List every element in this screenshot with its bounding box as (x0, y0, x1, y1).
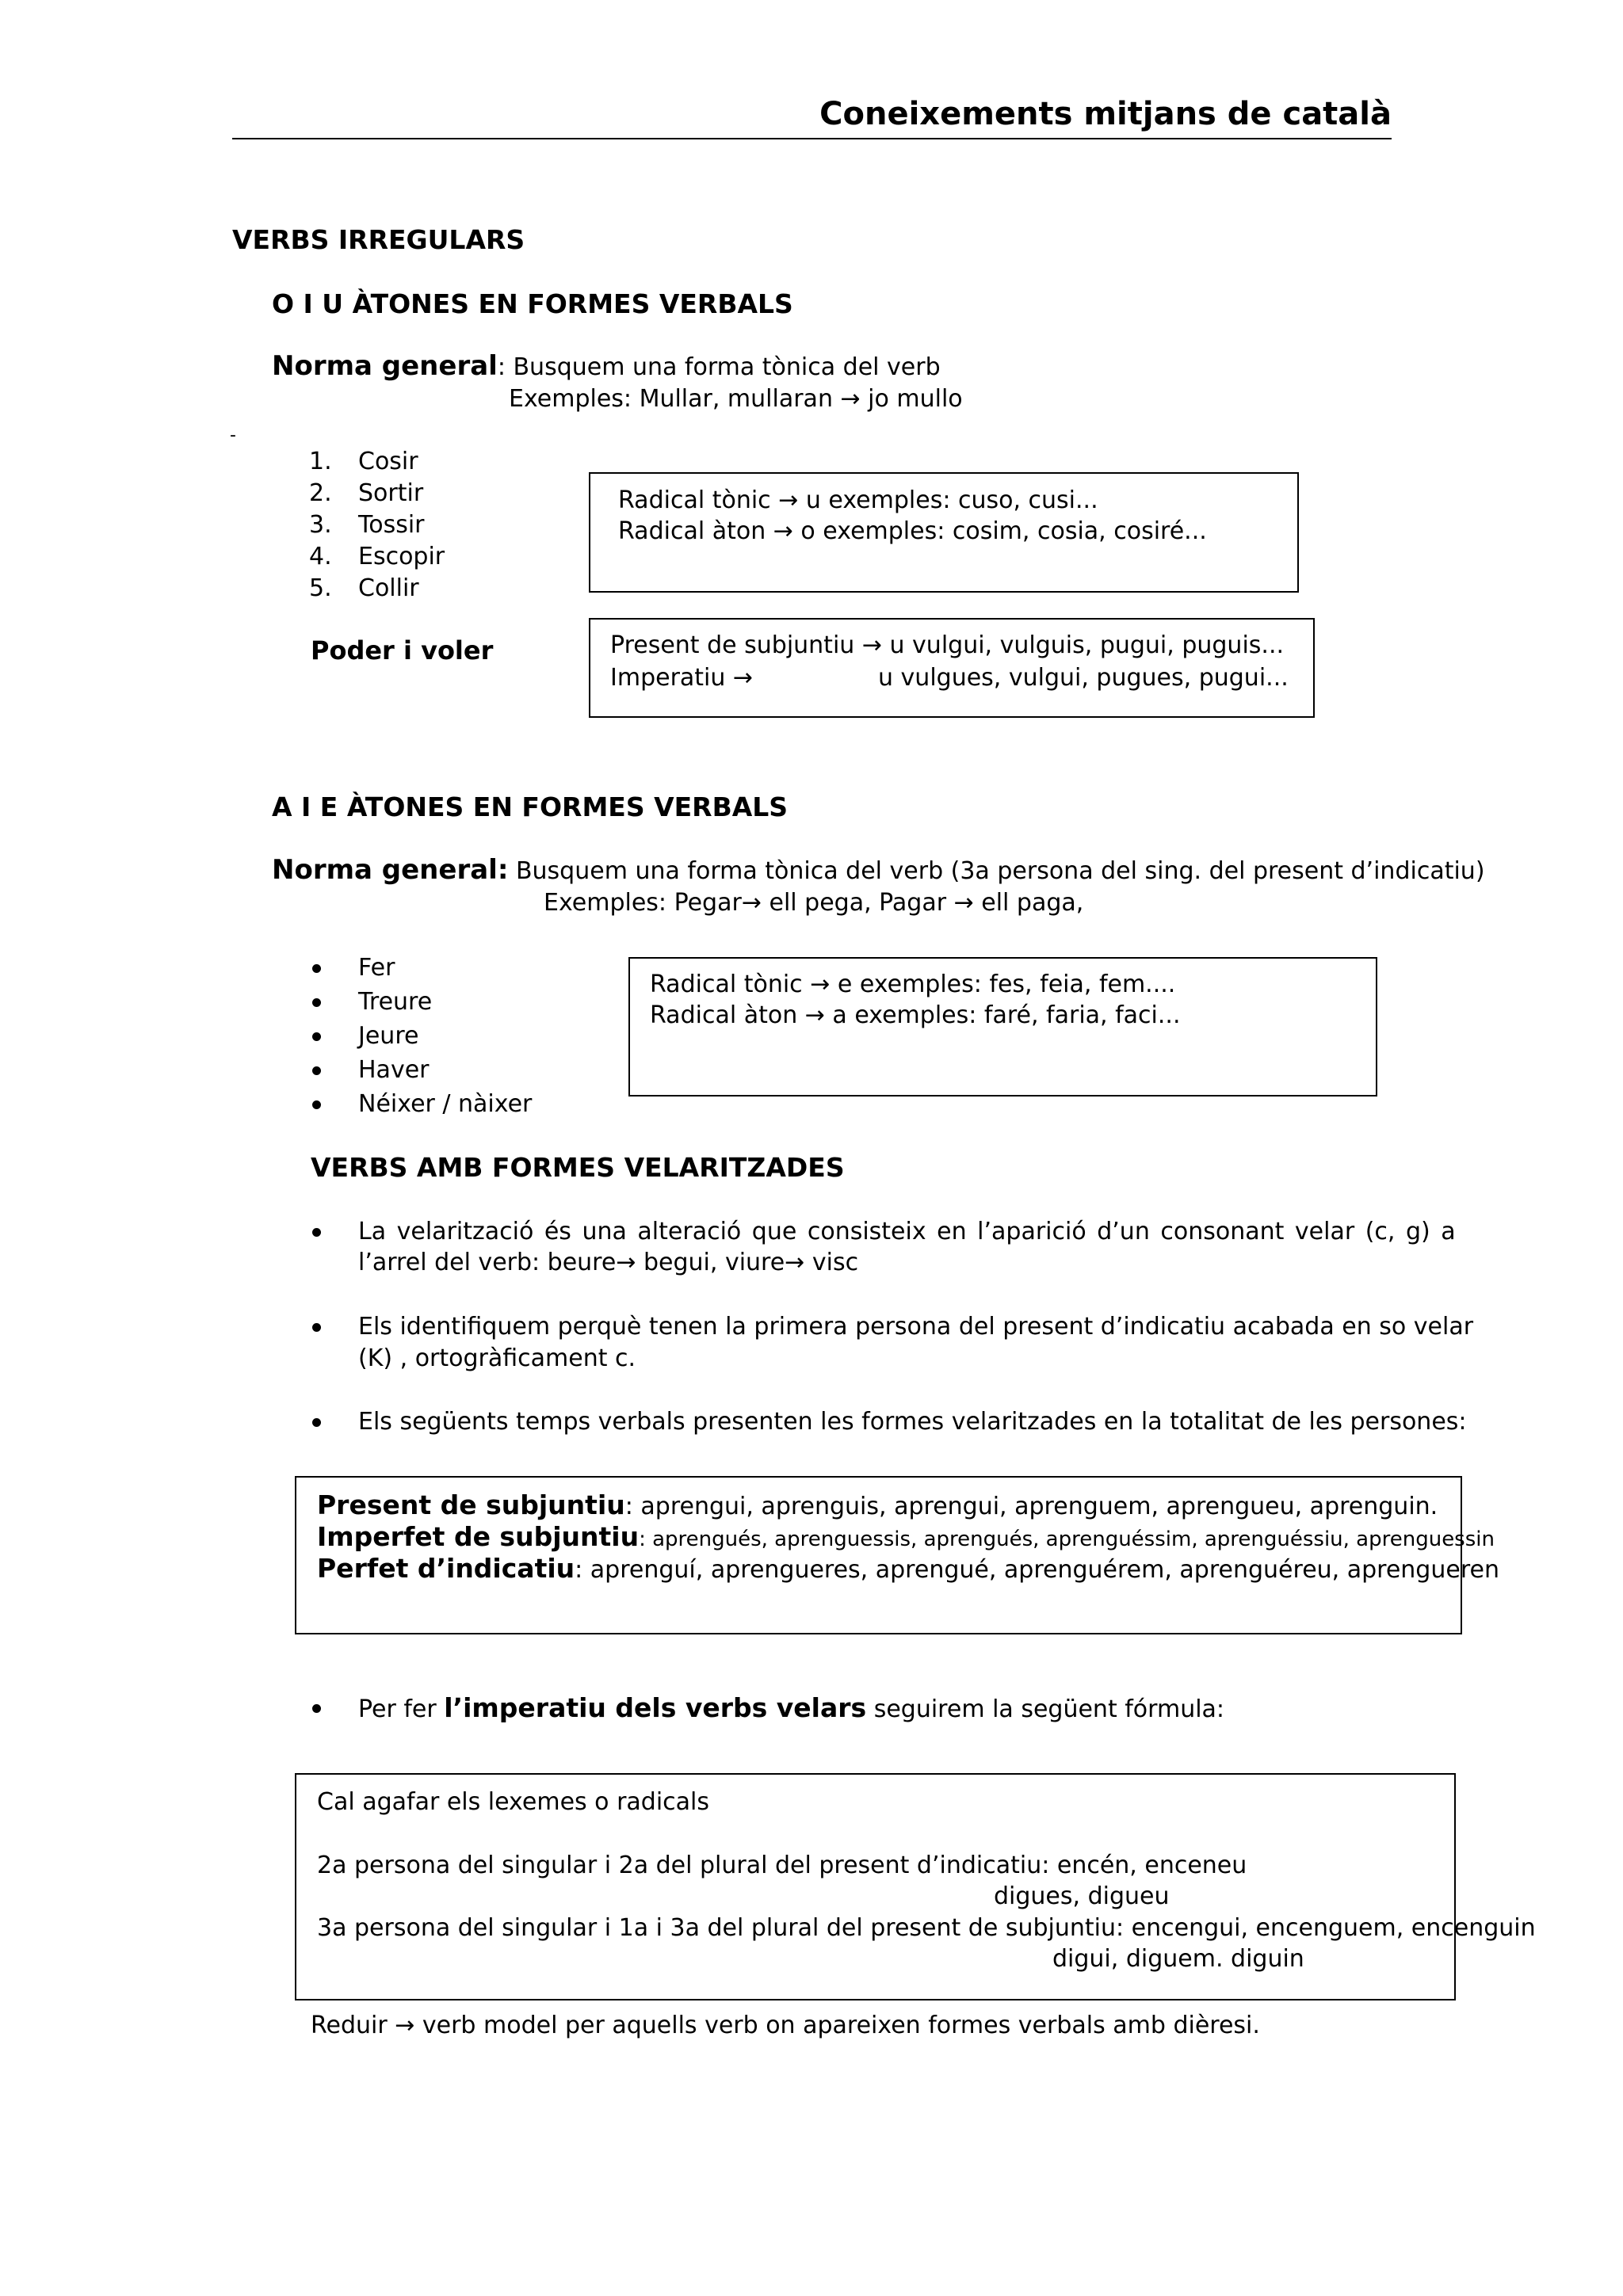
imperatiu-paragraph (358, 1692, 1224, 1726)
formula-line-2: 2a persona del singular i 2a del plural del present d’indicatiu: encén, enceneu (317, 1852, 1247, 1879)
section-title: VERBS IRREGULARS (232, 224, 525, 255)
list-item: Fer (358, 954, 395, 982)
bullet-icon (312, 998, 321, 1007)
imperatiu-bold: l’imperatiu dels verbs velars (444, 1692, 867, 1723)
ou-dash: - (230, 425, 236, 445)
bullet-icon (312, 1100, 321, 1109)
tense-label: Perfet d’indicatiu (317, 1553, 575, 1584)
bullet-icon (312, 1704, 321, 1713)
poder-imperatiu-label: Imperatiu → (610, 664, 754, 692)
list-item-number: 5. (309, 574, 332, 602)
bullet-icon (312, 1418, 321, 1427)
header-rule (232, 138, 1392, 139)
tense-label: Present de subjuntiu (317, 1489, 625, 1520)
ou-rule (272, 350, 941, 383)
ae-radical-tonic: Radical tònic → e exemples: fes, feia, fem.... (650, 971, 1176, 998)
ou-examples: Exemples: Mullar, mullaran → jo mullo (509, 385, 963, 413)
poder-imperatiu-forms: u vulgues, vulgui, pugues, pugui... (878, 664, 1289, 692)
list-item: Cosir (358, 448, 418, 475)
ae-heading: A I E ÀTONES EN FORMES VERBALS (272, 791, 789, 822)
list-item: Escopir (358, 543, 445, 570)
poder-present-subjuntiu: Present de subjuntiu → u vulgui, vulguis, pugui, puguis... (610, 631, 1285, 659)
list-item: Sortir (358, 479, 424, 507)
tense-label: Imperfet de subjuntiu (317, 1521, 640, 1552)
tense-forms: : aprengui, aprenguis, aprengui, aprenguem, aprengueu, aprenguin. (624, 1493, 1438, 1520)
tense-forms: : aprengués, aprenguessis, aprengués, aprenguéssim, aprenguéssiu, aprenguessin (639, 1527, 1495, 1551)
velar-paragraph-3: Els següents temps verbals presenten les formes velaritzades en la totalitat de les persones: (358, 1408, 1467, 1436)
list-item: Tossir (358, 511, 425, 539)
velar-paragraph-2: Els identifiquem perquè tenen la primera persona del present d’indicatiu acabada en so velar (358, 1313, 1474, 1341)
list-item: Jeure (358, 1022, 419, 1050)
formula-line-4: 3a persona del singular i 1a i 3a del plural del present de subjuntiu: encengui, encenguem, encenguin (317, 1914, 1536, 1942)
list-item-number: 2. (309, 479, 332, 507)
velar-heading: VERBS AMB FORMES VELARITZADES (311, 1152, 845, 1183)
header-title: Coneixements mitjans de català (819, 96, 1392, 132)
imperatiu-post: seguirem la següent fórmula: (866, 1695, 1225, 1723)
imperatiu-pre: Per fer (358, 1695, 445, 1723)
formula-line-5: digui, diguem. diguin (1052, 1945, 1304, 1973)
tense-perfet-indicatiu (317, 1553, 1499, 1586)
ae-radical-aton: Radical àton → a exemples: faré, faria, faci... (650, 1001, 1181, 1029)
bullet-icon (312, 1323, 321, 1332)
tense-present-subjuntiu (317, 1489, 1438, 1523)
ou-heading: O I U ÀTONES EN FORMES VERBALS (272, 288, 793, 319)
ae-examples: Exemples: Pegar→ ell pega, Pagar → ell paga, (544, 889, 1084, 917)
list-item: Haver (358, 1056, 430, 1084)
velar-paragraph-1-cont: l’arrel del verb: beure→ begui, viure→ visc (358, 1249, 859, 1276)
list-item-number: 4. (309, 543, 332, 570)
list-item: Collir (358, 574, 419, 602)
reduir-note: Reduir → verb model per aquells verb on apareixen formes verbals amb dièresi. (311, 2012, 1260, 2039)
bullet-icon (312, 964, 321, 973)
velar-paragraph-1: La velarització és una alteració que consisteix en l’aparició d’un consonant velar (c, g) a (358, 1218, 1456, 1245)
ae-rule (272, 854, 1485, 887)
ou-radical-aton: Radical àton → o exemples: cosim, cosia, cosiré... (618, 517, 1207, 545)
bullet-icon (312, 1066, 321, 1075)
bullet-icon (312, 1032, 321, 1041)
ae-rule-text: Busquem una forma tònica del verb (3a persona del sing. del present d’indicatiu) (508, 857, 1485, 885)
ou-rule-text: : Busquem una forma tònica del verb (497, 353, 941, 381)
tense-imperfet-subjuntiu (317, 1521, 1495, 1555)
list-item: Treure (358, 988, 433, 1016)
ou-rule-label: Norma general (272, 350, 498, 382)
ae-rule-label: Norma general: (272, 854, 509, 886)
formula-line-3: digues, digueu (994, 1882, 1170, 1910)
velar-paragraph-2-cont: (K) , ortogràficament c. (358, 1344, 636, 1372)
tense-forms: : aprenguí, aprengueres, aprengué, aprenguérem, aprenguéreu, aprengueren (575, 1556, 1499, 1584)
list-item-number: 3. (309, 511, 332, 539)
formula-line-1: Cal agafar els lexemes o radicals (317, 1788, 710, 1816)
bullet-icon (312, 1228, 321, 1237)
ou-radical-tonic: Radical tònic → u exemples: cuso, cusi... (618, 486, 1098, 514)
poder-voler-label: Poder i voler (311, 635, 494, 666)
list-item: Néixer / nàixer (358, 1090, 533, 1118)
list-item-number: 1. (309, 448, 332, 475)
